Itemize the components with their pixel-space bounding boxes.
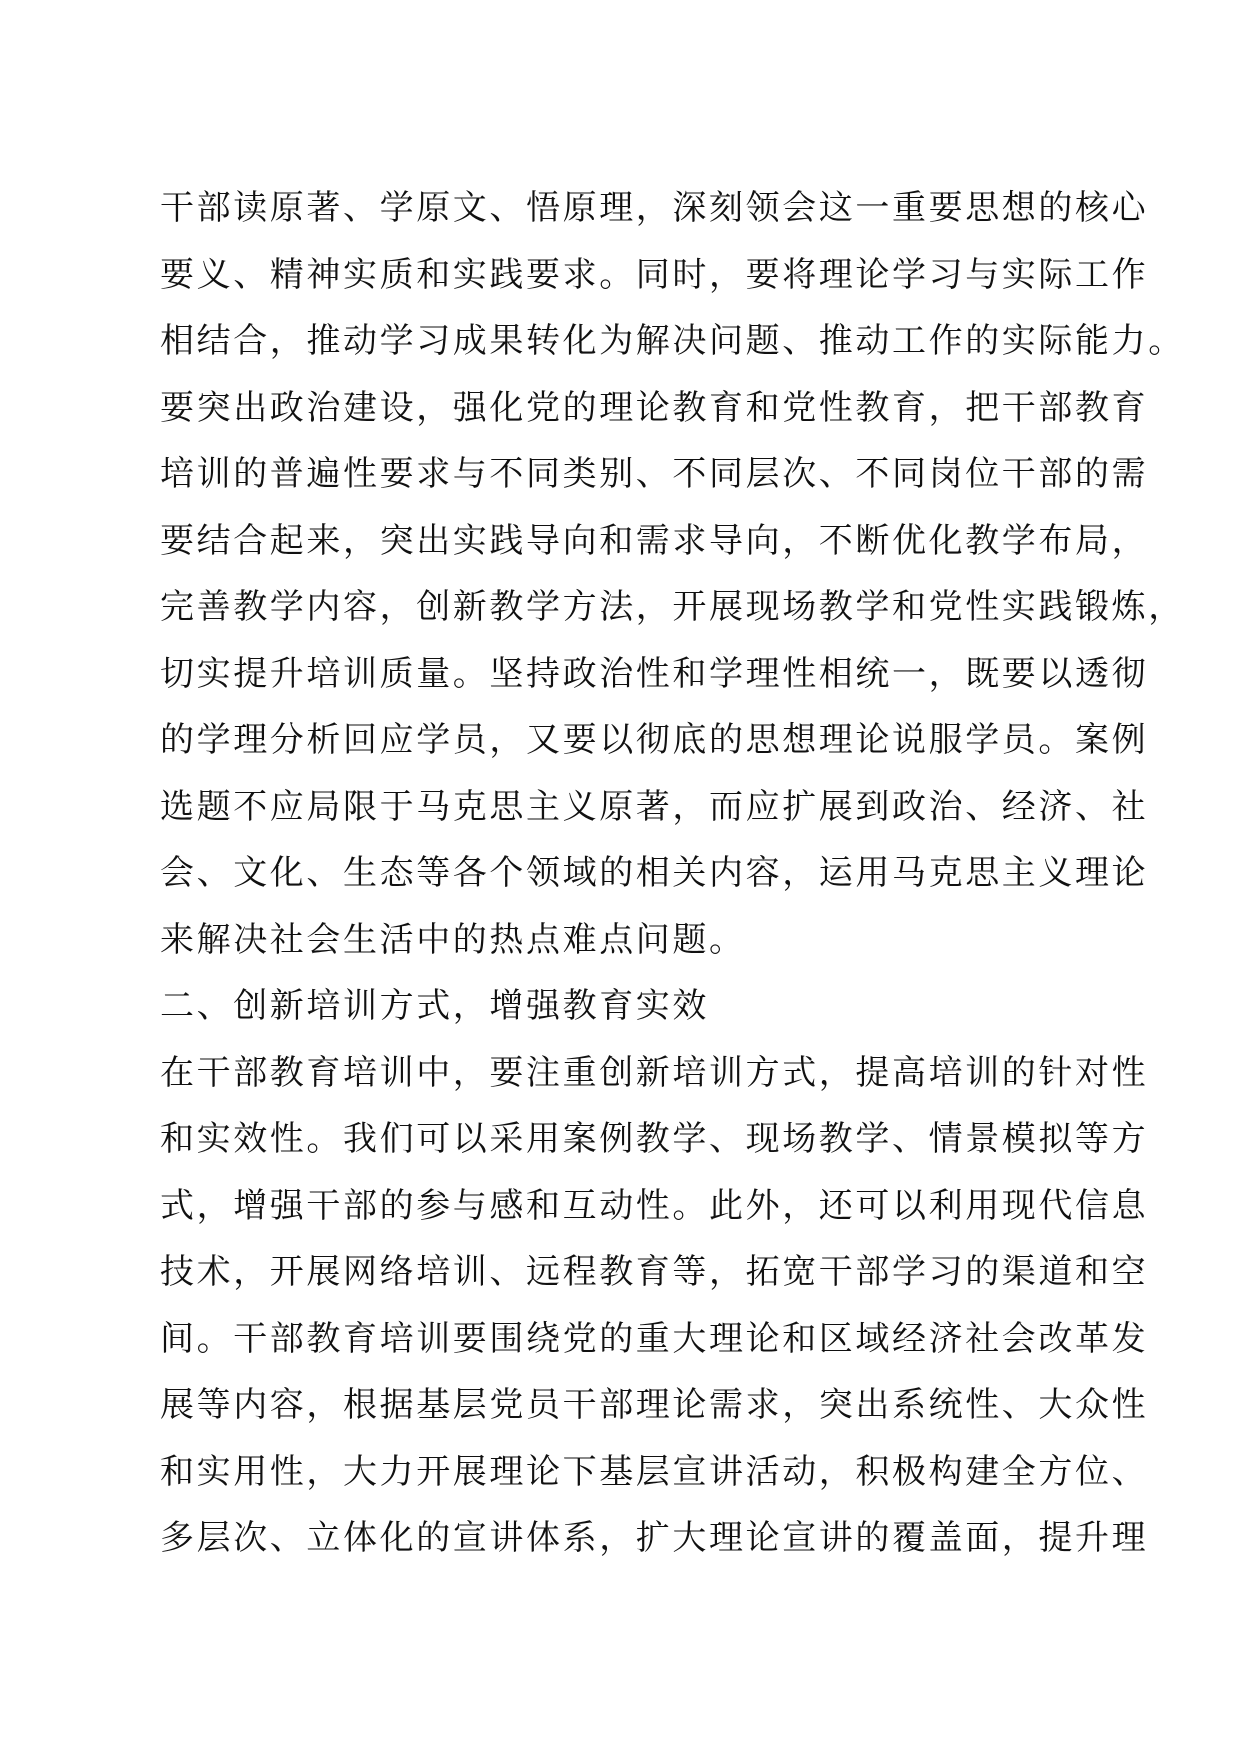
text-line: 多层次、立体化的宣讲体系，扩大理论宣讲的覆盖面，提升理 [160,1518,1149,1558]
text-line: 会、文化、生态等各个领域的相关内容，运用马克思主义理论 [160,853,1149,893]
body-text [160,188,1185,1585]
text-line: 展等内容，根据基层党员干部理论需求，突出系统性、大众性 [160,1385,1149,1425]
text-line: 切实提升培训质量。坚持政治性和学理性相统一，既要以透彻 [160,653,1149,694]
text-line: 要结合起来，突出实践导向和需求导向，不断优化教学布局， [160,520,1149,561]
text-line: 间。干部教育培训要围绕党的重大理论和区域经济社会改革发 [160,1318,1149,1359]
text-line: 式，增强干部的参与感和互动性。此外，还可以利用现代信息 [160,1185,1149,1226]
text-line: 要突出政治建设，强化党的理论教育和党性教育，把干部教育 [160,387,1149,428]
text-line: 来解决社会生活中的热点难点问题。 [160,919,746,960]
text-line: 选题不应局限于马克思主义原著，而应扩展到政治、经济、社 [160,786,1149,827]
text-line: 完善教学内容，创新教学方法，开展现场教学和党性实践锻炼， [160,587,1185,627]
text-line: 干部读原著、学原文、悟原理，深刻领会这一重要思想的核心 [160,188,1149,228]
text-line: 培训的普遍性要求与不同类别、不同层次、不同岗位干部的需 [160,454,1149,494]
text-line: 和实效性。我们可以采用案例教学、现场教学、情景模拟等方 [160,1119,1149,1159]
text-line: 技术，开展网络培训、远程教育等，拓宽干部学习的渠道和空 [160,1252,1149,1292]
text-line: 的学理分析回应学员，又要以彻底的思想理论说服学员。案例 [160,720,1149,760]
text-line: 和实用性，大力开展理论下基层宣讲活动，积极构建全方位、 [160,1451,1149,1492]
text-line: 相结合，推动学习成果转化为解决问题、推动工作的实际能力。 [160,321,1185,361]
text-line: 在干部教育培训中，要注重创新培训方式，提高培训的针对性 [160,1052,1149,1093]
section-heading: 二、创新培训方式，增强教育实效 [160,986,709,1026]
text-line: 要义、精神实质和实践要求。同时，要将理论学习与实际工作 [160,254,1149,295]
